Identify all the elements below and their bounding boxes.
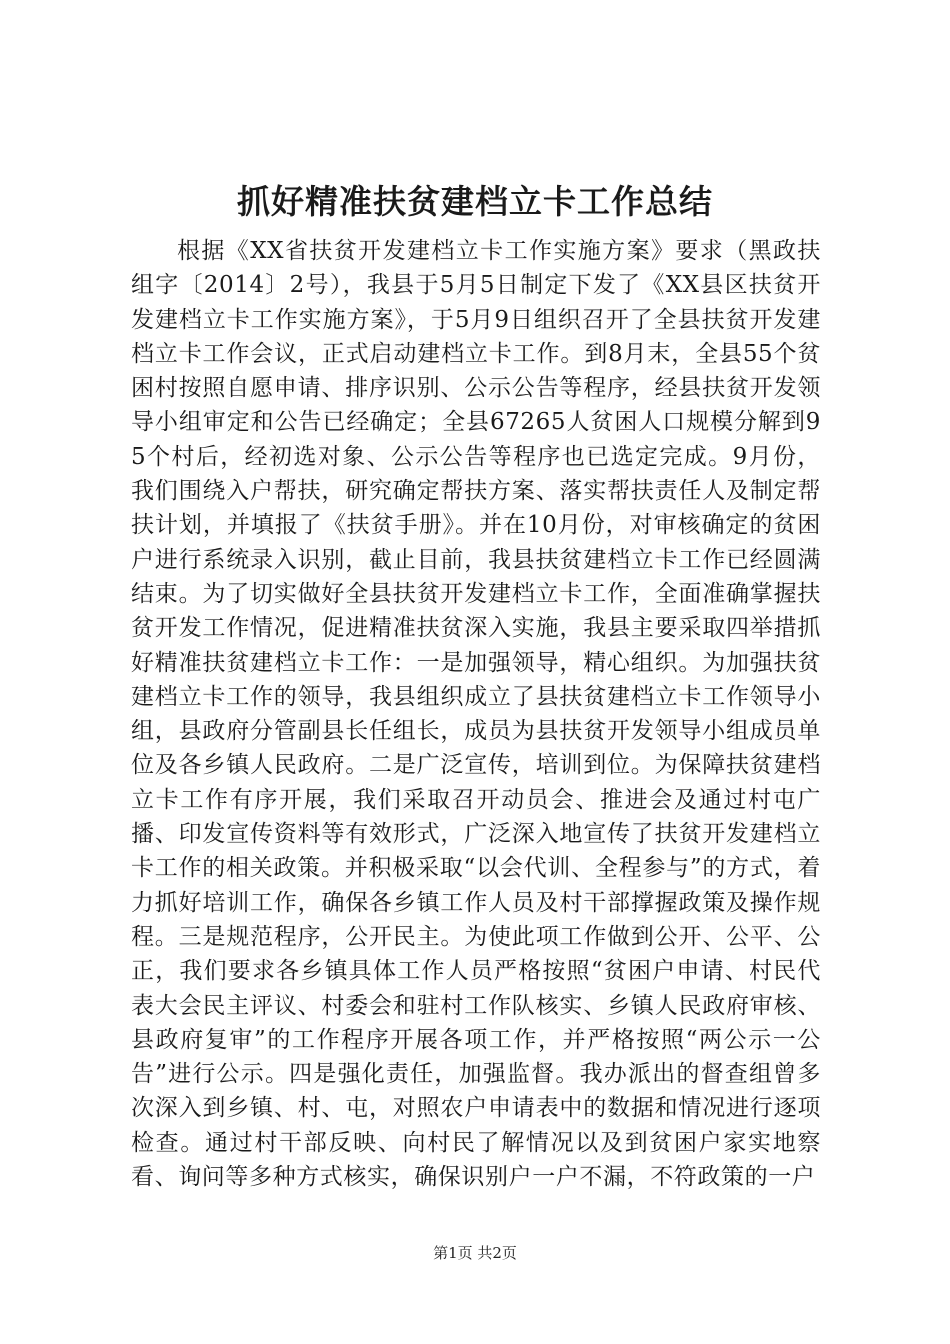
document-title: 抓好精准扶贫建档立卡工作总结	[237, 182, 713, 221]
document-body-paragraph: 根据《XX省扶贫开发建档立卡工作实施方案》要求（黑政扶组字〔2014〕2号），我县于5月5日制定下发了《XX县区扶贫开发建档立卡工作实施方案》，于5月9日组织召开了全县扶贫开发建档立卡工作会议，正式启动建档立卡工作。到8月末，全县55个贫困村按照自愿申请、排序识别、公示公告等程序，经县扶贫开发领导小组审定和公告已经确定；全县67265人贫困人口规模分解到95个村后，经初选对象、公示公告等程序也已选定完成。9月份，我们围绕入户帮扶，研究确定帮扶方案、落实帮扶责任人及制定帮扶计划，并填报了《扶贫手册》。并在10月份，对审核确定的贫困户进行系统录入识别，截止目前，我县扶贫建档立卡工作已经圆满结束。为了切实做好全县扶贫开发建档立卡工作，全面准确掌握扶贫开发工作情况，促进精准扶贫深入实施，我县主要采取四举措抓好精准扶贫建档立卡工作：一是加强领导，精心组织。为加强扶贫建档立卡工作的领导，我县组织成立了县扶贫建档立卡工作领导小组，县政府分管副县长任组长，成员为县扶贫开发领导小组成员单位及各乡镇人民政府。二是广泛宣传，培训到位。为保障扶贫建档立卡工作有序开展，我们采取召开动员会、推进会及通过村屯广播、印发宣传资料等有效形式，广泛深入地宣传了扶贫开发建档立卡工作的相关政策。并积极采取“以会代训、全程参与”的方式，着力抓好培训工作，确保各乡镇工作人员及村干部撑握政策及操作规程。三是规范程序，公开民主。为使此项工作做到公开、公平、公正，我们要求各乡镇具体工作人员严格按照“贫困户申请、村民代表大会民主评议、村委会和驻村工作队核实、乡镇人民政府审核、县政府复审”的工作程序开展各项工作，并严格按照“两公示一公告”进行公示。四是强化责任，加强监督。我办派出的督查组曾多次深入到乡镇、村、屯，对照农户申请表中的数据和情况进行逐项检查。通过村干部反映、向村民了解情况以及到贫困户家实地察看、询问等多种方式核实，确保识别户一户不漏，不符政策的一户	[131, 238, 821, 1191]
page-footer-indicator: 第1页 共2页	[433, 1244, 517, 1262]
